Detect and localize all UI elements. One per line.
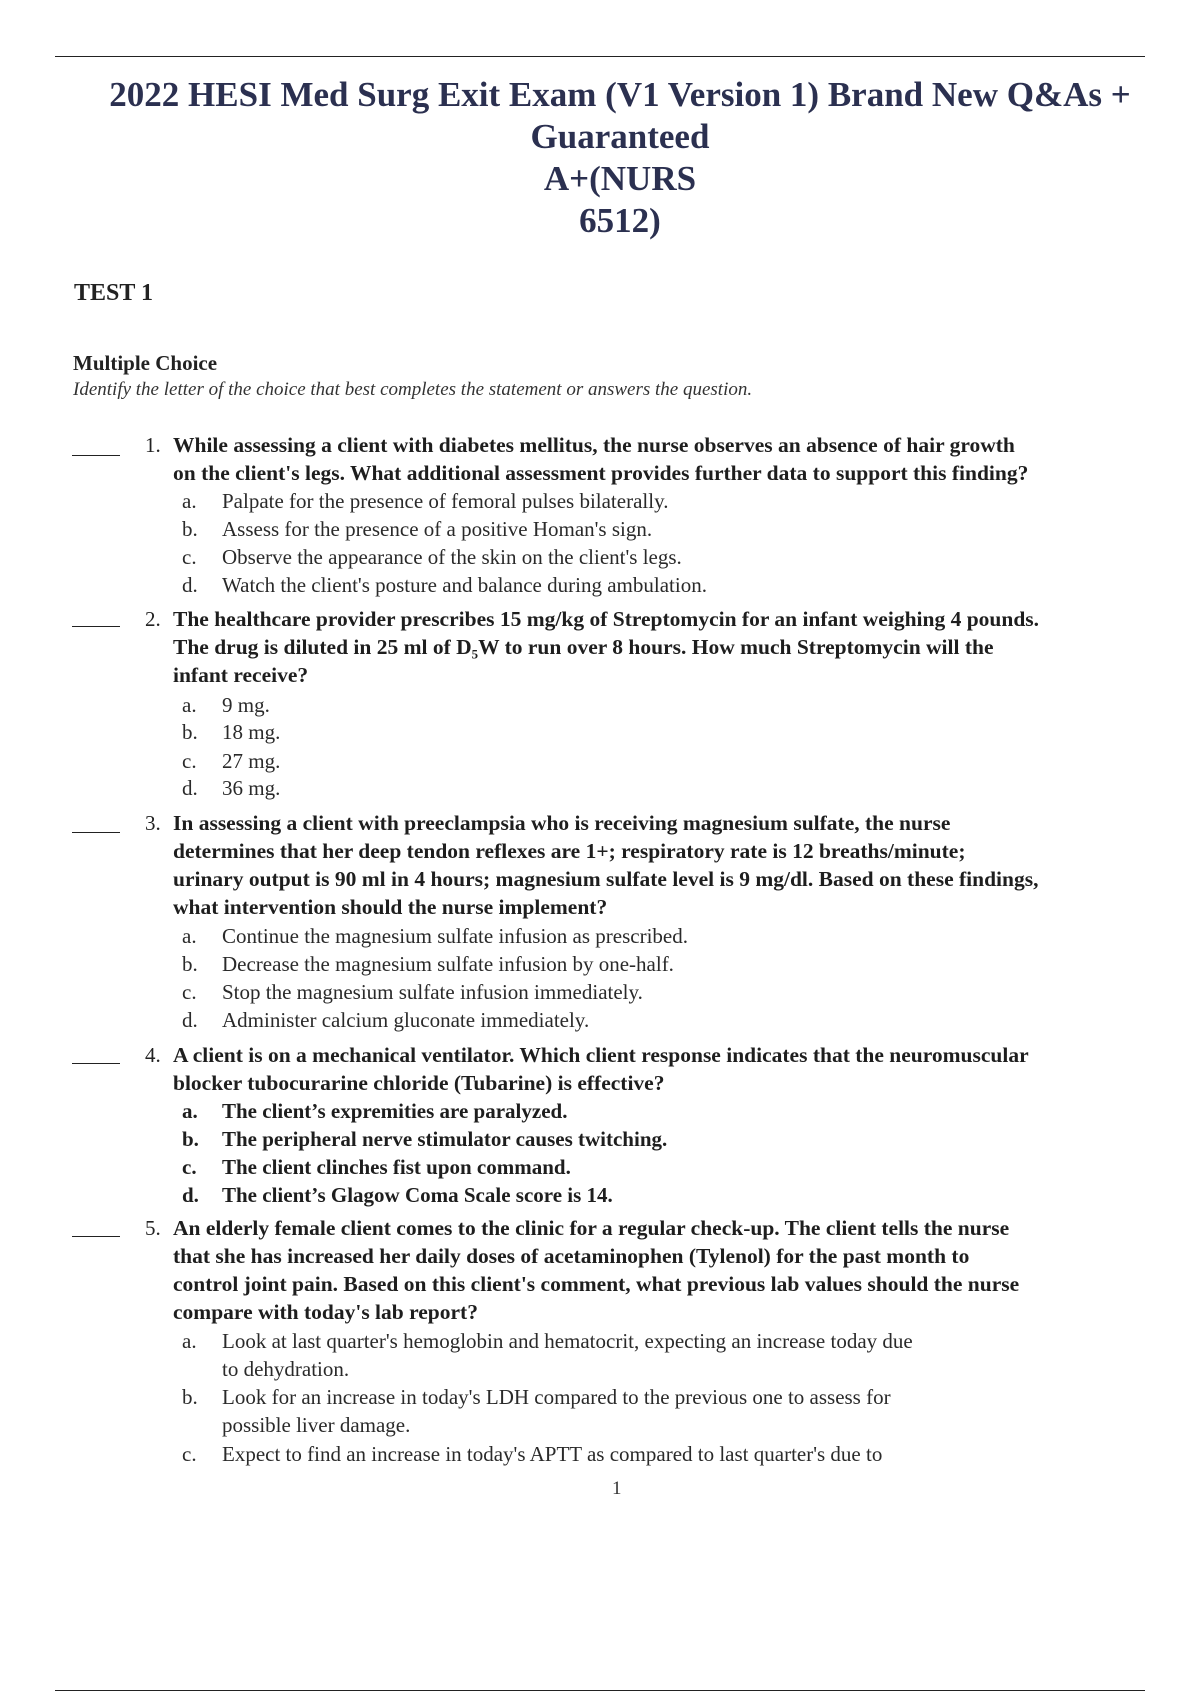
question-text-4 bbox=[173, 1041, 1161, 1097]
option-letter: a. bbox=[182, 693, 197, 717]
question-number: 5. bbox=[145, 1216, 161, 1240]
question-number: 1. bbox=[145, 433, 161, 457]
answer-blank-3[interactable] bbox=[72, 832, 120, 833]
question-line: The healthcare provider prescribes 15 mg/kg of Streptomycin for an infant weighing 4 pounds. bbox=[173, 607, 1040, 631]
option-letter: d. bbox=[182, 1008, 198, 1032]
answer-blank-5[interactable] bbox=[72, 1236, 120, 1237]
question-line: blocker tubocurarine chloride (Tubarine) is effective? bbox=[173, 1071, 665, 1095]
option-line: to dehydration. bbox=[222, 1357, 350, 1381]
option-text: Administer calcium gluconate immediately. bbox=[222, 1008, 590, 1032]
question-text-2 bbox=[173, 605, 1161, 689]
question-line: In assessing a client with preeclampsia who is receiving magnesium sulfate, the nurse bbox=[173, 811, 951, 835]
option-letter: a. bbox=[182, 924, 197, 948]
option-text: The peripheral nerve stimulator causes twitching. bbox=[222, 1127, 668, 1151]
question-number: 4. bbox=[145, 1043, 161, 1067]
question-text-1 bbox=[173, 431, 1161, 487]
option-text: 36 mg. bbox=[222, 776, 281, 800]
option-text: Palpate for the presence of femoral pulses bilaterally. bbox=[222, 489, 669, 513]
option-letter: a. bbox=[182, 1099, 198, 1123]
option-text bbox=[222, 1327, 1022, 1383]
title-line: Guaranteed bbox=[530, 117, 710, 156]
option-letter: b. bbox=[182, 1127, 199, 1151]
option-letter: a. bbox=[182, 1329, 197, 1353]
option-letter: d. bbox=[182, 776, 198, 800]
question-number: 3. bbox=[145, 811, 161, 835]
option-text: Stop the magnesium sulfate infusion immediately. bbox=[222, 980, 643, 1004]
option-letter: c. bbox=[182, 545, 197, 569]
option-line: possible liver damage. bbox=[222, 1413, 411, 1437]
question-line: that she has increased her daily doses of acetaminophen (Tylenol) for the past month to bbox=[173, 1244, 970, 1268]
option-text: 27 mg. bbox=[222, 749, 281, 773]
option-letter: c. bbox=[182, 980, 197, 1004]
option-line: Expect to find an increase in today's APTT as compared to last quarter's due to bbox=[222, 1442, 883, 1466]
question-line: A client is on a mechanical ventilator. Which client response indicates that the neuromuscular bbox=[173, 1043, 1029, 1067]
option-line: Look for an increase in today's LDH compared to the previous one to assess for bbox=[222, 1385, 891, 1409]
question-line: infant receive? bbox=[173, 663, 309, 687]
question-line: on the client's legs. What additional assessment provides further data to support this finding? bbox=[173, 461, 1029, 485]
bottom-rule bbox=[55, 1690, 1145, 1691]
option-letter: b. bbox=[182, 720, 198, 744]
title-line: 2022 HESI Med Surg Exit Exam (V1 Version 1) Brand New Q&As + bbox=[109, 75, 1131, 114]
question-line: compare with today's lab report? bbox=[173, 1300, 478, 1324]
answer-blank-1[interactable] bbox=[72, 455, 120, 456]
option-text: Assess for the presence of a positive Homan's sign. bbox=[222, 517, 653, 541]
option-text: 9 mg. bbox=[222, 693, 270, 717]
test-heading: TEST 1 bbox=[74, 280, 153, 306]
option-text: Watch the client's posture and balance during ambulation. bbox=[222, 573, 707, 597]
question-line: determines that her deep tendon reflexes are 1+; respiratory rate is 12 breaths/minute; bbox=[173, 839, 966, 863]
title-line: A+(NURS bbox=[543, 159, 697, 198]
option-letter: d. bbox=[182, 573, 198, 597]
option-letter: c. bbox=[182, 749, 197, 773]
option-text: The client’s Glagow Coma Scale score is 14. bbox=[222, 1183, 613, 1207]
option-text bbox=[222, 1440, 1022, 1468]
option-letter: d. bbox=[182, 1183, 199, 1207]
title-line: 6512) bbox=[579, 201, 661, 240]
question-line: what intervention should the nurse implement? bbox=[173, 895, 608, 919]
option-letter: b. bbox=[182, 1385, 198, 1409]
question-line: An elderly female client comes to the clinic for a regular check-up. The client tells the nurse bbox=[173, 1216, 1010, 1240]
question-line: The drug is diluted in 25 ml of D₅W to run over 8 hours. How much Streptomycin will the bbox=[173, 635, 994, 659]
question-line: control joint pain. Based on this client's comment, what previous lab values should the nurse bbox=[173, 1272, 1020, 1296]
document-title bbox=[60, 74, 1180, 242]
option-text: The client’s expremities are paralyzed. bbox=[222, 1099, 568, 1123]
option-text: Observe the appearance of the skin on the client's legs. bbox=[222, 545, 682, 569]
option-letter: b. bbox=[182, 517, 198, 541]
answer-blank-4[interactable] bbox=[72, 1063, 120, 1064]
option-letter: c. bbox=[182, 1155, 197, 1179]
question-text-5 bbox=[173, 1214, 1161, 1326]
option-text bbox=[222, 1383, 1022, 1439]
question-number: 2. bbox=[145, 607, 161, 631]
question-line: While assessing a client with diabetes mellitus, the nurse observes an absence of hair growth bbox=[173, 433, 1015, 457]
option-text: The client clinches fist upon command. bbox=[222, 1155, 571, 1179]
top-rule bbox=[55, 56, 1145, 57]
page-number: 1 bbox=[612, 1478, 622, 1499]
answer-blank-2[interactable] bbox=[72, 626, 120, 627]
question-line: urinary output is 90 ml in 4 hours; magnesium sulfate level is 9 mg/dl. Based on these findings, bbox=[173, 867, 1039, 891]
option-letter: c. bbox=[182, 1442, 197, 1466]
question-text-3 bbox=[173, 809, 1161, 921]
option-text: Decrease the magnesium sulfate infusion by one-half. bbox=[222, 952, 674, 976]
option-text: Continue the magnesium sulfate infusion as prescribed. bbox=[222, 924, 688, 948]
section-type-heading: Multiple Choice bbox=[73, 351, 218, 375]
option-line: Look at last quarter's hemoglobin and hematocrit, expecting an increase today due bbox=[222, 1329, 913, 1353]
option-letter: a. bbox=[182, 489, 197, 513]
option-letter: b. bbox=[182, 952, 198, 976]
option-text: 18 mg. bbox=[222, 720, 281, 744]
section-instructions: Identify the letter of the choice that best completes the statement or answers the question. bbox=[73, 379, 753, 400]
